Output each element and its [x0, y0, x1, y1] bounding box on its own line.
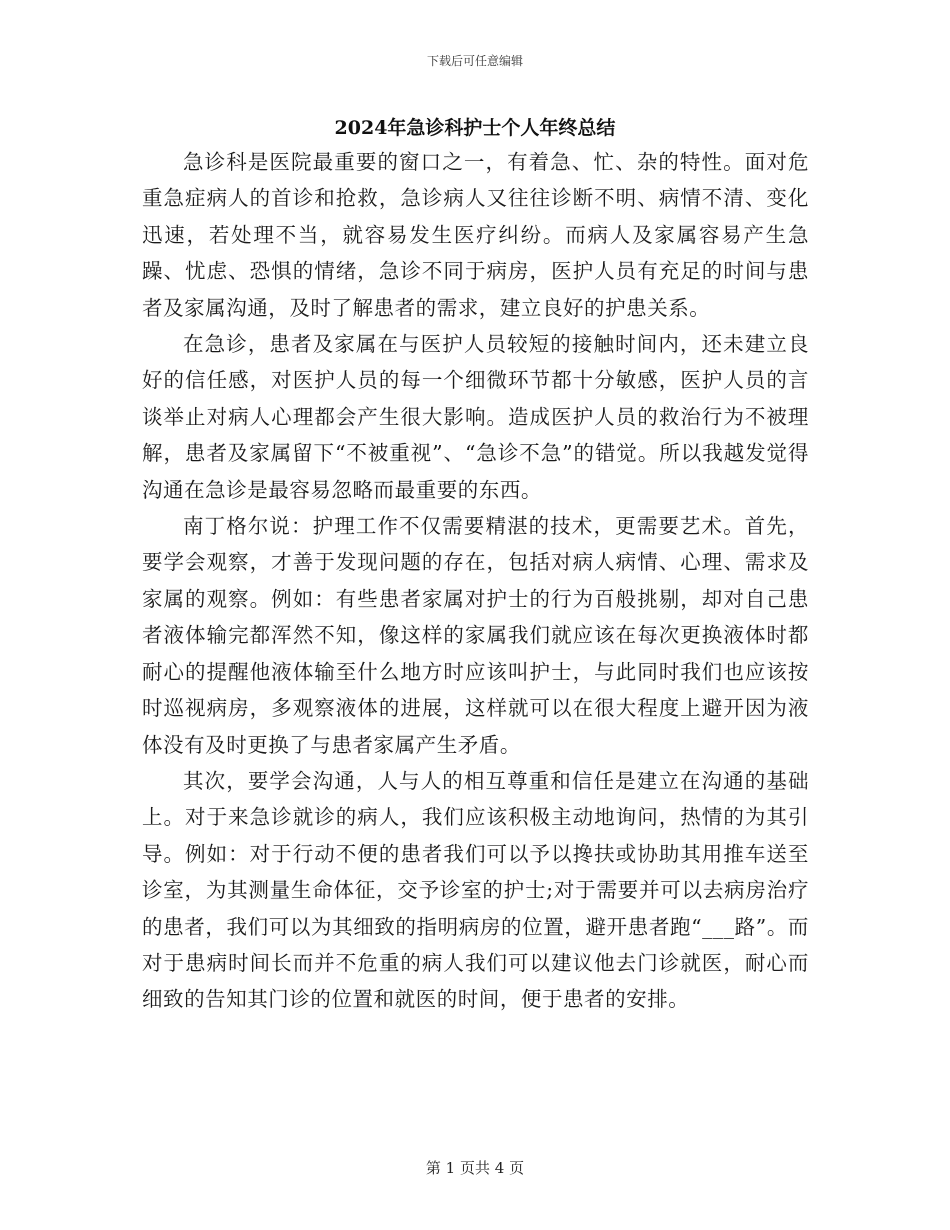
page-number-footer: 第 1 页共 4 页: [425, 1159, 525, 1177]
paragraph-1: 急诊科是医院最重要的窗口之一，有着急、忙、杂的特性。面对危重急症病人的首诊和抢救，急诊病人又往往诊断不明、病情不清、变化迅速，若处理不当，就容易发生医疗纠纷。而病人及家属容易产生急躁、忧虑、恐惧的情绪，急诊不同于病房，医护人员有充足的时间与患者及家属沟通，及时了解患者的需求，建立良好的护患关系。: [142, 150, 809, 320]
page-header-note: 下载后可任意编辑: [426, 54, 523, 68]
paragraph-2: 在急诊，患者及家属在与医护人员较短的接触时间内，还未建立良好的信任感，对医护人员的每一个细微环节都十分敏感，医护人员的言谈举止对病人心理都会产生很大影响。造成医护人员的救治行为不被理解，患者及家属留下“不被重视”、“急诊不急”的错觉。所以我越发觉得沟通在急诊是最容易忽略而最重要的东西。: [142, 332, 809, 502]
document-title: 2024年急诊科护士个人年终总结: [334, 117, 616, 139]
document-body: [142, 144, 809, 1018]
paragraph-4: 其次，要学会沟通，人与人的相互尊重和信任是建立在沟通的基础上。对于来急诊就诊的病人，我们应该积极主动地询问，热情的为其引导。例如：对于行动不便的患者我们可以予以搀扶或协助其用推车送至诊室，为其测量生命体征，交予诊室的护士;对于需要并可以去病房治疗的患者，我们可以为其细致的指明病房的位置，避开患者跑“___路”。而对于患病时间长而并不危重的病人我们可以建议他去门诊就医，耐心而细致的告知其门诊的位置和就医的时间，便于患者的安排。: [142, 768, 809, 1012]
paragraph-3: 南丁格尔说：护理工作不仅需要精湛的技术，更需要艺术。首先，要学会观察，才善于发现问题的存在，包括对病人病情、心理、需求及家属的观察。例如：有些患者家属对护士的行为百般挑剔，却对自己患者液体输完都浑然不知，像这样的家属我们就应该在每次更换液体时都耐心的提醒他液体输至什么地方时应该叫护士，与此同时我们也应该按时巡视病房，多观察液体的进展，这样就可以在很大程度上避开因为液体没有及时更换了与患者家属产生矛盾。: [142, 514, 809, 757]
